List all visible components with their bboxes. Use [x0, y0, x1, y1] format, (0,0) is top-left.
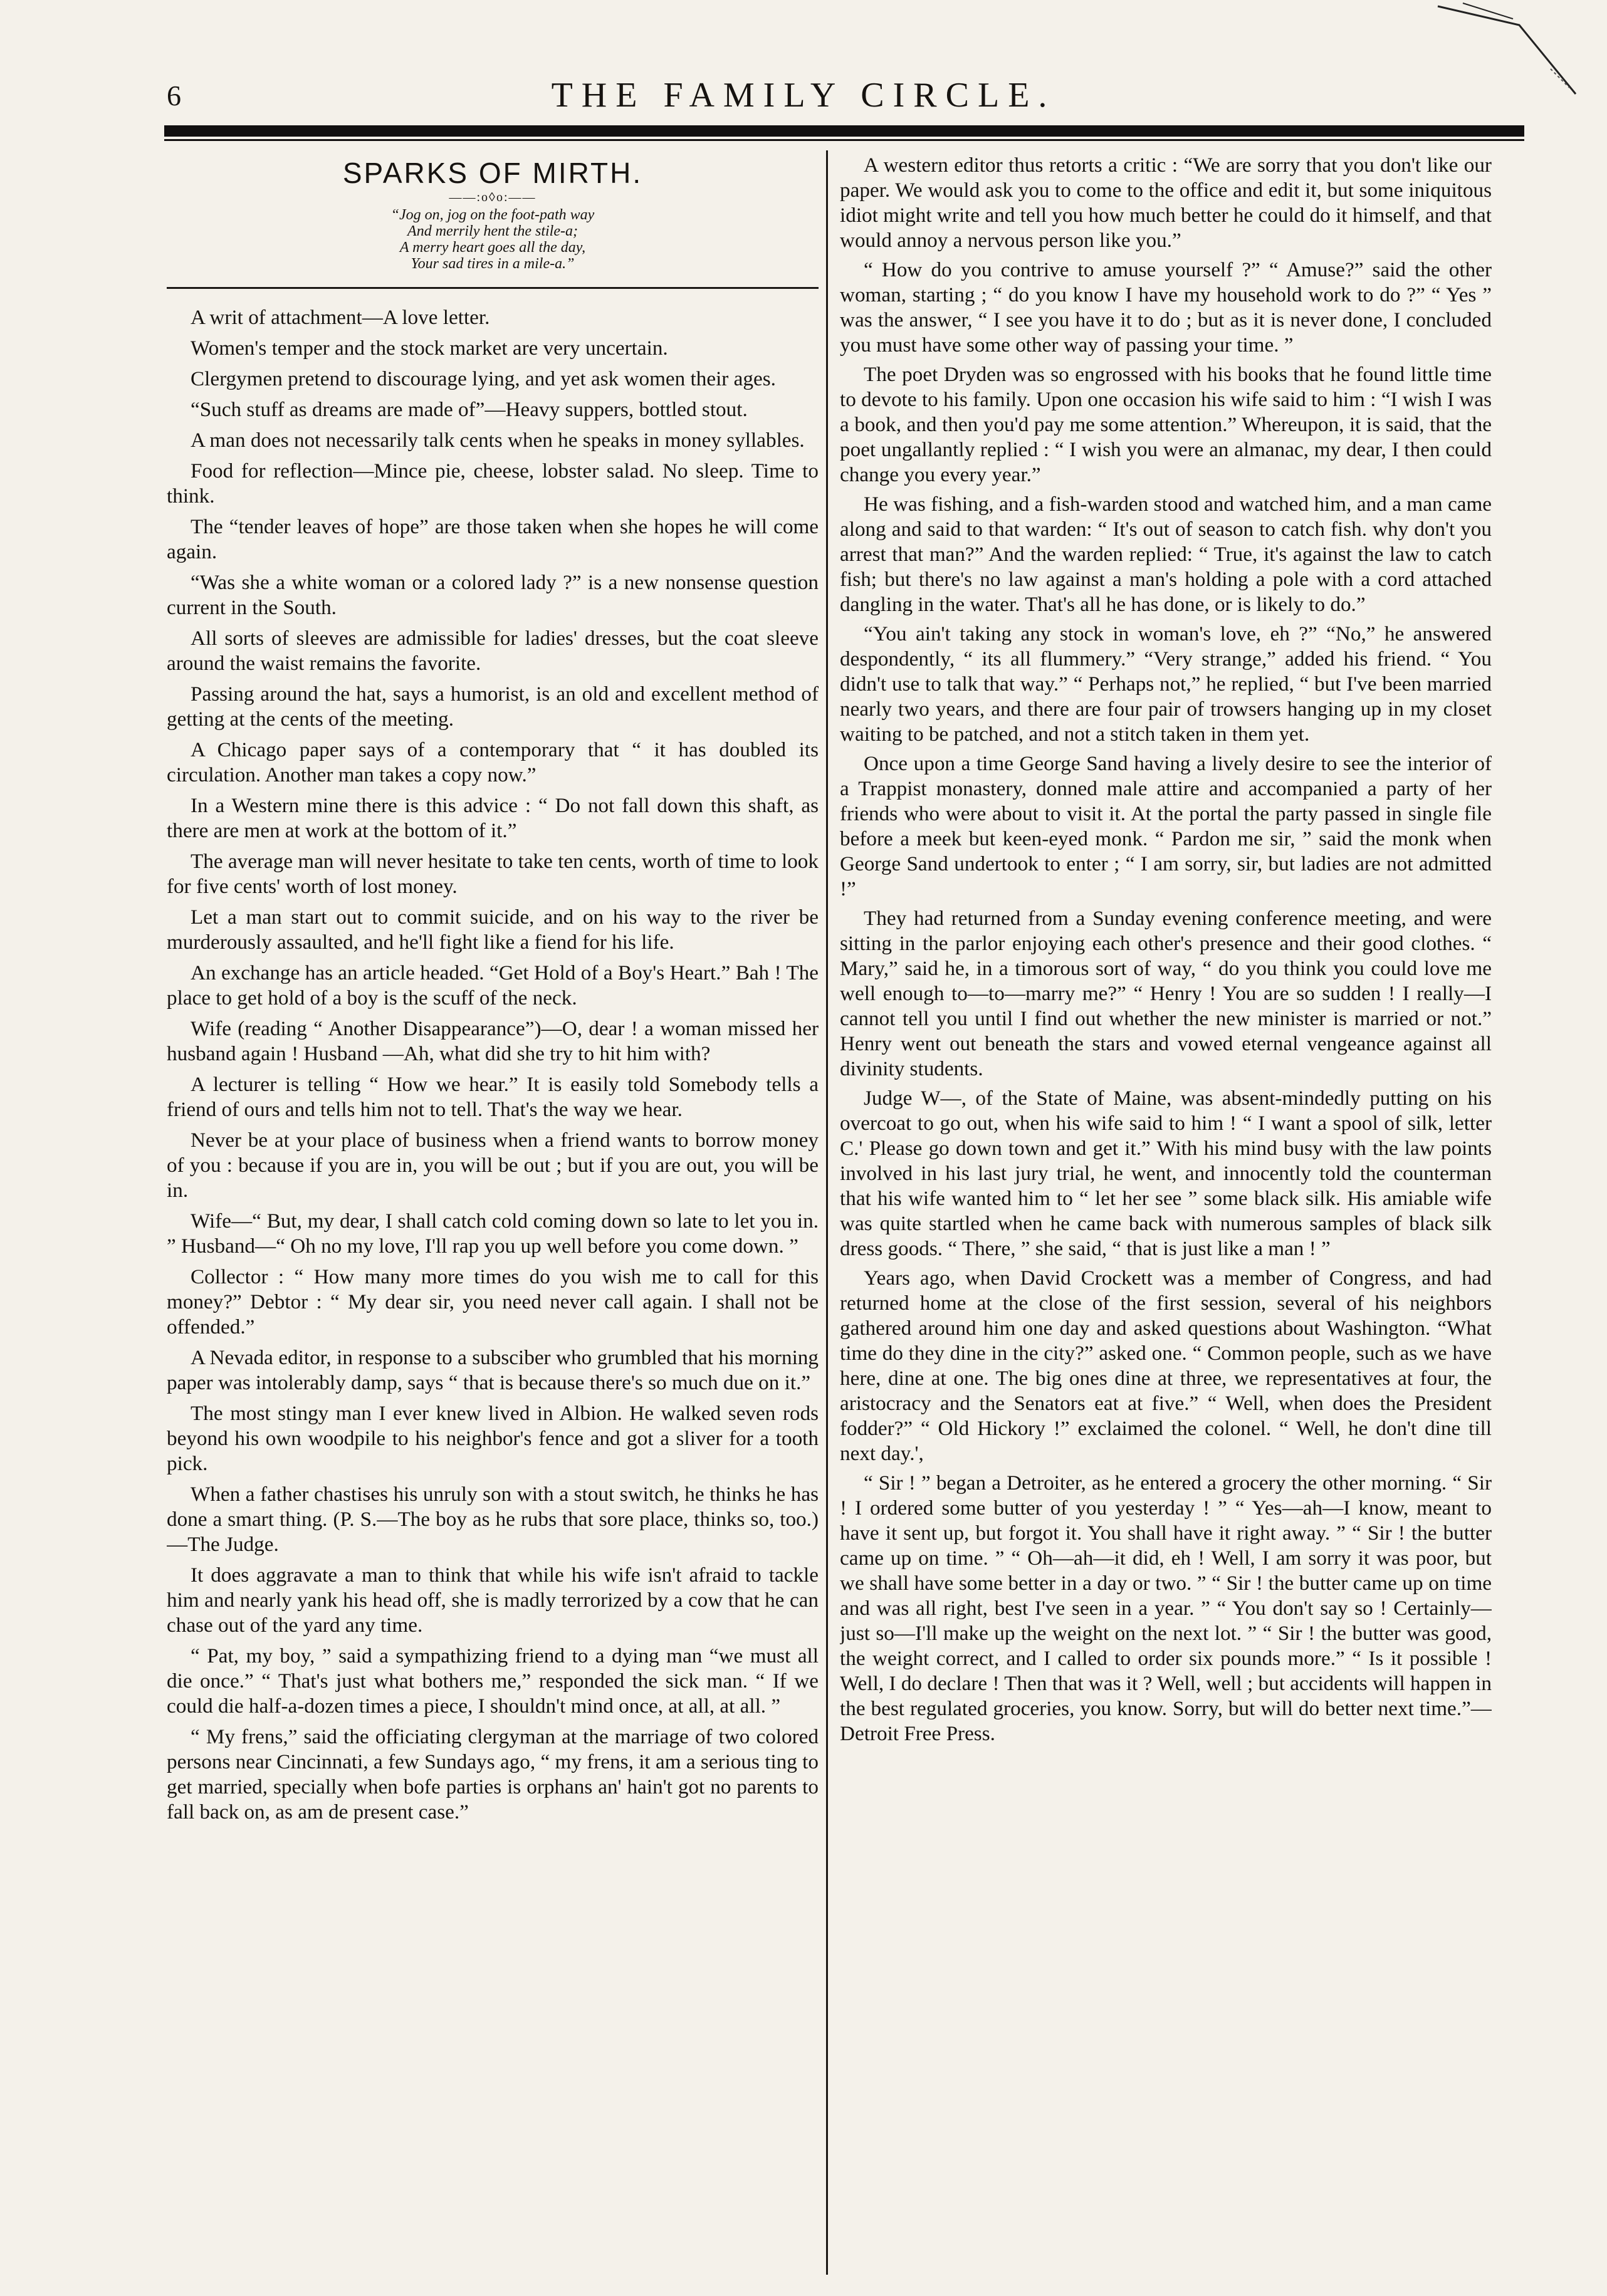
anecdote-paragraph: Years ago, when David Crockett was a member of Congress, and had returned home at the close of the first session, several of his neighbors gathered around him one day and asked questions about Washington. “What time do they dine in the city?” asked one. “ Common people, such as we have here, dine at one. The big ones dine at three, we representatives at four, the aristocracy and the Senators eat at five.” “ Well, when does the President fodder?” “ Old Hickory !” exclaimed the colonel. “ Well, he don't dine till next day.', [840, 1266, 1492, 1465]
jokes-list [167, 305, 819, 1825]
anecdote-paragraph: Once upon a time George Sand having a lively desire to see the interior of a Trappist monastery, donned male attire and accompanied a party of her friends who were about to visit it. At the portal the party passed in single file before a meek but keen-eyed monk. “ Pardon me sir, ” said the monk when George Sand undertook to enter ; “ I am sorry, sir, but ladies are not admitted !” [840, 752, 1492, 900]
column-divider [826, 150, 828, 2275]
anecdote-paragraph: The poet Dryden was so engrossed with his books that he found little time to devote to his family. Upon one occasion his wife said to him : “I wish I was a book, and then you'd pay me some attention.” Whereupon, it is said, that the poet ungallantly replied : “ I wish you were an almanac, my dear, I then could change you every year.” [840, 363, 1492, 486]
joke-paragraph: When a father chastises his unruly son with a stout switch, he thinks he has done a smart thing. (P. S.—The boy as he rubs that sore place, thinks so, too.)—The Judge. [167, 1483, 819, 1556]
joke-paragraph: Clergymen pretend to discourage lying, and yet ask women their ages. [191, 367, 776, 390]
section-divider-rule [167, 287, 819, 289]
epigraph [167, 207, 819, 272]
joke-paragraph: The most stingy man I ever knew lived in Albion. He walked seven rods beyond his own woodpile to his neighbor's fence and got a sliver for a tooth pick. [167, 1402, 819, 1475]
joke-paragraph: Passing around the hat, says a humorist, is an old and excellent method of getting at the cents of the meeting. [167, 682, 819, 731]
anecdotes-list [840, 153, 1492, 1746]
joke-paragraph: Wife—“ But, my dear, I shall catch cold coming down so late to let you in. ” Husband—“ Oh no my love, I'll rap you up well before you come down. ” [167, 1209, 819, 1258]
joke-paragraph: The “tender leaves of hope” are those taken when she hopes he will come again. [167, 515, 819, 563]
anecdote-paragraph: “ How do you contrive to amuse yourself ?” “ Amuse?” said the other woman, starting ; “ do you know I have my household work to do ?” “ Yes ” was the answer, “ I see you have it to do ; but as it is never done, I concluded you must have some other way of passing your time. ” [840, 258, 1492, 357]
joke-paragraph: All sorts of sleeves are admissible for ladies' dresses, but the coat sleeve around the waist remains the favorite. [167, 627, 819, 675]
anecdote-paragraph: A western editor thus retorts a critic : “We are sorry that you don't like our paper. We would ask you to come to the office and edit it, but some iniquitous idiot might write and tell you how much better he could do it himself, and that would annoy a nervous person like you.” [840, 154, 1492, 252]
joke-paragraph: Food for reflection—Mince pie, cheese, lobster salad. No sleep. Time to think. [167, 459, 819, 508]
anecdote-paragraph: He was fishing, and a fish-warden stood and watched him, and a man came along and said to that warden: “ It's out of season to catch fish. why don't you arrest that man?” And the warden replied: “ True, it's against the law to catch fish; but there's no law against a man's holding a pole with a cord attached dangling in the water. That's all he has done, or is likely to do.” [840, 493, 1492, 616]
epigraph-line: Your sad tires in a mile-a.” [411, 256, 575, 272]
joke-paragraph: Collector : “ How many more times do you wish me to call for this money?” Debtor : “ My dear sir, you need never call again. I shall not be offended.” [167, 1265, 819, 1338]
joke-paragraph: Let a man start out to commit suicide, and on his way to the river be murderously assaulted, and he'll fight like a fiend for his life. [167, 905, 819, 954]
joke-paragraph: Never be at your place of business when a friend wants to borrow money of you : because if you are in, you will be out ; but if you are out, you will be in. [167, 1129, 819, 1202]
masthead-title: THE FAMILY CIRCLE. [551, 76, 1056, 115]
joke-paragraph: A lecturer is telling “ How we hear.” It is easily told Somebody tells a friend of ours and tells him not to tell. That's the way we hear. [167, 1073, 819, 1121]
joke-paragraph: “Such stuff as dreams are made of”—Heavy suppers, bottled stout. [191, 398, 748, 421]
anecdote-paragraph: “ Sir ! ” began a Detroiter, as he entered a grocery the other morning. “ Sir ! I ordered some butter of you yesterday ! ” “ Yes—ah—I know, meant to have it sent up, but forgot it. You shall have it right away. ” “ Sir ! the butter came up on time. ” “ Oh—ah—it did, eh ! Well, I am sorry it was poor, but we shall have some better in a day or two. ” “ Sir ! the butter came up on time and was all right, best I've seen in a year. ” “ You don't say so ! Certainly—just so—I'll make up the weight on the next lot. ” “ Sir ! the butter was good, the weight correct, and I called to order six pounds more.” “ Is it possible ! Well, I do declare ! Then that was it ? Well, well ; but accidents will happen in the best regulated groceries, you know. Sorry, but will do better next time.”—Detroit Free Press. [840, 1471, 1492, 1745]
joke-paragraph: A writ of attachment—A love letter. [191, 306, 490, 329]
joke-paragraph: Wife (reading “ Another Disappearance”)—O, dear ! a woman missed her husband again ! Husband —Ah, what did she try to hit him with? [167, 1017, 819, 1065]
joke-paragraph: A Nevada editor, in response to a subsciber who grumbled that his morning paper was intolerably damp, says “ that is because there's so much due on it.” [167, 1346, 819, 1394]
joke-paragraph: It does aggravate a man to think that while his wife isn't afraid to tackle him and nearly yank his head off, she is madly terrorized by a cow that he can chase out of the yard any time. [167, 1563, 819, 1637]
joke-paragraph: In a Western mine there is this advice : “ Do not fall down this shaft, as there are men at work at the bottom of it.” [167, 794, 819, 842]
joke-paragraph: Women's temper and the stock market are very uncertain. [191, 337, 668, 360]
title-ornament: ——:o◊o:—— [449, 190, 537, 204]
joke-paragraph: A man does not necessarily talk cents when he speaks in money syllables. [191, 429, 805, 452]
joke-paragraph: “ Pat, my boy, ” said a sympathizing friend to a dying man “we must all die once.” “ That's just what bothers me,” responded the sick man. “ If we could die half-a-dozen times a piece, I shouldn't mind once, at all, at all. ” [167, 1644, 819, 1718]
header-thin-rule [164, 139, 1524, 141]
joke-paragraph: The average man will never hesitate to take ten cents, worth of time to look for five cents' worth of lost money. [167, 850, 819, 898]
joke-paragraph: “ My frens,” said the officiating clergyman at the marriage of two colored persons near Cincinnati, a few Sundays ago, “ my frens, it am a serious ting to get married, specially when bofe parties is orphans an' hain't got no parents to fall back on, as am de present case.” [167, 1725, 819, 1824]
anecdote-paragraph: “You ain't taking any stock in woman's love, eh ?” “No,” he answered despondently, “ its all flummery.” “Very strange,” added his friend. “ You didn't use to talk that way.” “ Perhaps not,” he replied, “ but I've been married nearly two years, and there are four pair of trowsers hanging up in my closet waiting to be patched, and not a stitch taken in them yet. [840, 622, 1492, 746]
joke-paragraph: A Chicago paper says of a contemporary that “ it has doubled its circulation. Another man takes a copy now.” [167, 738, 819, 786]
header-heavy-rule [164, 125, 1524, 137]
section-title: SPARKS OF MIRTH. [342, 157, 643, 189]
epigraph-line: “Jog on, jog on the foot-path way [390, 207, 595, 223]
anecdote-paragraph: Judge W—, of the State of Maine, was absent-mindedly putting on his overcoat to go out, when his wife said to him ! “ I want a spool of silk, letter C.' Please go down town and get it.” With his mind busy with the law points involved in his last jury trial, he went, and innocently told the counterman that his wife wanted him to “ let her see ” some black silk. His amiable wife was quite startled when he came back with numerous samples of black silk dress goods. “ There, ” she said, “ that is just like a man ! ” [840, 1087, 1492, 1260]
right-column [840, 153, 1492, 2265]
joke-paragraph: “Was she a white woman or a colored lady ?” is a new nonsense question current in the South. [167, 571, 819, 619]
joke-paragraph: An exchange has an article headed. “Get Hold of a Boy's Heart.” Bah ! The place to get hold of a boy is the scuff of the neck. [167, 961, 819, 1010]
left-column [167, 153, 819, 2265]
page-number: 6 [167, 80, 181, 112]
epigraph-line: A merry heart goes all the day, [399, 239, 586, 256]
anecdote-paragraph: They had returned from a Sunday evening conference meeting, and were sitting in the parlor enjoying each other's presence and their good clothes. “ Mary,” said he, in a timorous sort of way, “ do you think you could love me well enough to—to—marry me?” “ Henry ! You are so sudden ! I really—I cannot tell you until I find out whether the new minister is married or not.” Henry went out beneath the stars and vowed eternal vengeance against all divinity students. [840, 907, 1492, 1080]
epigraph-line: And merrily hent the stile-a; [407, 223, 578, 239]
